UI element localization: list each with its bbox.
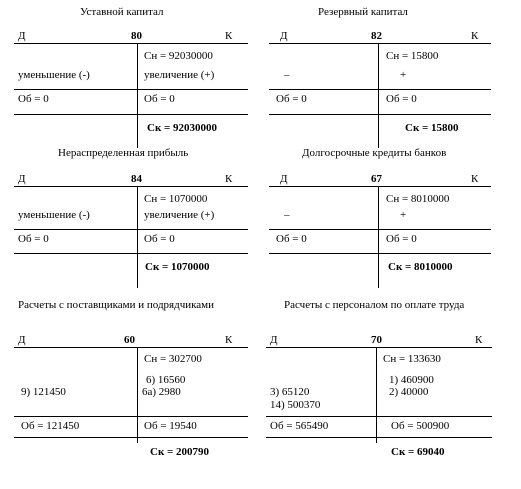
account-number: 84 <box>131 173 142 185</box>
opening-balance: Сн = 15800 <box>386 50 439 62</box>
debit-turnover: Об = 0 <box>276 93 307 105</box>
credit-label: К <box>225 30 233 42</box>
t-account-divider <box>376 348 377 443</box>
account-number: 70 <box>371 334 382 346</box>
turnover-line <box>14 416 248 417</box>
opening-balance: Сн = 92030000 <box>144 50 213 62</box>
credit-turnover: Об = 19540 <box>144 420 197 432</box>
closing-balance: Ск = 8010000 <box>388 261 453 273</box>
credit-side-label: + <box>400 69 407 81</box>
credit-entry: 6) 16560 <box>146 374 186 386</box>
debit-side-label: – <box>284 209 290 221</box>
closing-balance: Ск = 1070000 <box>145 261 210 273</box>
closing-line <box>14 253 248 254</box>
debit-turnover: Об = 565490 <box>270 420 329 432</box>
closing-line <box>14 114 248 115</box>
account-number: 67 <box>371 173 382 185</box>
credit-label: К <box>475 334 483 346</box>
debit-side-label: уменьшение (-) <box>18 69 90 81</box>
closing-balance: Ск = 200790 <box>150 446 210 458</box>
t-account-divider <box>137 348 138 443</box>
account-title: Долгосрочные кредиты банков <box>302 147 447 159</box>
credit-entry: 2) 40000 <box>389 386 429 398</box>
debit-turnover: Об = 121450 <box>21 420 80 432</box>
credit-turnover: Об = 0 <box>144 233 175 245</box>
debit-label: Д <box>18 173 26 185</box>
credit-label: К <box>225 173 233 185</box>
opening-balance: Сн = 133630 <box>383 353 441 365</box>
account-title: Расчеты с поставщиками и подрядчиками <box>18 299 215 311</box>
turnover-line <box>14 229 248 230</box>
closing-balance: Ск = 69040 <box>391 446 445 458</box>
account-title: Резервный капитал <box>318 6 408 18</box>
t-account-top-line <box>269 43 491 44</box>
debit-turnover: Об = 0 <box>18 93 49 105</box>
debit-label: Д <box>280 173 288 185</box>
closing-balance: Ск = 92030000 <box>147 122 218 134</box>
debit-entry: 3) 65120 <box>270 386 310 398</box>
opening-balance: Сн = 1070000 <box>144 193 208 205</box>
account-title: Уставной капитал <box>80 6 164 18</box>
credit-side-label: увеличение (+) <box>144 209 215 221</box>
credit-entry: 1) 460900 <box>389 374 434 386</box>
credit-turnover: Об = 0 <box>386 233 417 245</box>
t-account-top-line <box>266 347 492 348</box>
credit-turnover: Об = 0 <box>386 93 417 105</box>
t-account-divider <box>137 44 138 148</box>
credit-entry: 6а) 2980 <box>142 386 181 398</box>
account-number: 60 <box>124 334 135 346</box>
closing-line <box>266 437 492 438</box>
debit-turnover: Об = 0 <box>18 233 49 245</box>
t-account-top-line <box>14 43 248 44</box>
debit-side-label: уменьшение (-) <box>18 209 90 221</box>
credit-turnover: Об = 0 <box>144 93 175 105</box>
credit-side-label: + <box>400 209 407 221</box>
account-number: 82 <box>371 30 382 42</box>
opening-balance: Сн = 302700 <box>144 353 202 365</box>
t-account-top-line <box>14 347 248 348</box>
debit-label: Д <box>280 30 288 42</box>
credit-label: К <box>471 173 479 185</box>
credit-side-label: увеличение (+) <box>144 69 215 81</box>
t-account-divider <box>378 187 379 288</box>
t-account-divider <box>378 44 379 148</box>
debit-entry: 14) 500370 <box>270 399 321 411</box>
t-account-top-line <box>14 186 248 187</box>
turnover-line <box>269 229 491 230</box>
closing-line <box>269 253 491 254</box>
credit-label: К <box>225 334 233 346</box>
account-title: Нераспределенная прибыль <box>58 147 189 159</box>
t-account-top-line <box>269 186 491 187</box>
turnover-line <box>14 89 248 90</box>
debit-label: Д <box>270 334 278 346</box>
credit-label: К <box>471 30 479 42</box>
debit-entry: 9) 121450 <box>21 386 66 398</box>
t-account-divider <box>137 187 138 288</box>
debit-side-label: – <box>284 69 290 81</box>
turnover-line <box>269 89 491 90</box>
closing-line <box>269 114 491 115</box>
turnover-line <box>266 416 492 417</box>
debit-label: Д <box>18 30 26 42</box>
closing-balance: Ск = 15800 <box>405 122 459 134</box>
credit-turnover: Об = 500900 <box>391 420 450 432</box>
debit-label: Д <box>18 334 26 346</box>
opening-balance: Сн = 8010000 <box>386 193 450 205</box>
account-title: Расчеты с персоналом по оплате труда <box>284 299 465 311</box>
debit-turnover: Об = 0 <box>276 233 307 245</box>
closing-line <box>14 437 248 438</box>
account-number: 80 <box>131 30 142 42</box>
